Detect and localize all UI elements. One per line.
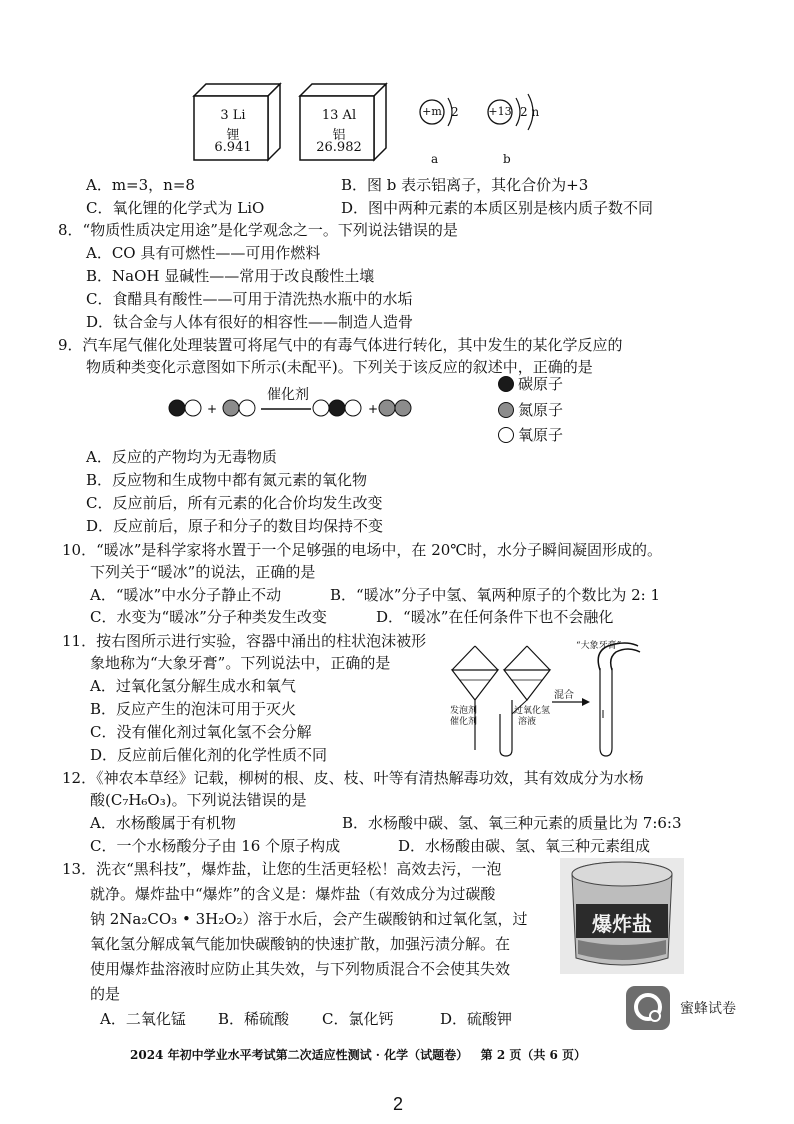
atom-b-shell: 2 n [520, 105, 540, 119]
legend-oxygen: 氧原子 [518, 426, 564, 444]
q7-option-c: C．氧化锂的化学式为 LiO [86, 199, 265, 217]
elephant-toothpaste-figure [448, 630, 648, 758]
atom-a-nucleus: +m [422, 105, 442, 118]
q13-option-a: A．二氧化锰 [100, 1010, 186, 1028]
li-number: 3 Li [220, 108, 246, 123]
q10-stem-line1: 10．“暖冰”是科学家将水置于一个足够强的电场中，在 20℃时，水分子瞬间凝固形成的。 [62, 541, 663, 559]
q11-stem-line2: 象地称为“大象牙膏”。下列说法中，正确的是 [90, 654, 391, 672]
atom-b-nucleus: +13 [488, 105, 512, 118]
q9-option-c: C．反应前后，所有元素的化合价均发生改变 [86, 494, 383, 512]
atom-a-label: a [431, 152, 439, 166]
q9-option-d: D．反应前后，原子和分子的数目均保持不变 [86, 517, 384, 535]
svg-text:+: + [207, 402, 218, 416]
fig-foam-label: “大象牙膏” [576, 641, 622, 651]
q10-option-b: B．“暖冰”分子中氢、氧两种原子的个数比为 2: 1 [330, 586, 661, 604]
al-number: 13 Al [321, 108, 357, 123]
q13-option-b: B．稀硫酸 [218, 1010, 290, 1028]
q7-option-a: A．m=3，n=8 [86, 176, 195, 194]
q8-option-a: A．CO 具有可燃性——可用作燃料 [86, 244, 321, 262]
q11-stem-line1: 11．按右图所示进行实验，容器中涌出的柱状泡沫被形 [62, 632, 427, 650]
watermark-text: 蜜蜂试卷 [680, 1001, 736, 1017]
q10-option-c: C．水变为“暖冰”分子种类发生改变 [90, 608, 327, 626]
legend-carbon: 碳原子 [518, 375, 564, 393]
li-mass: 6.941 [214, 140, 252, 155]
bee-logo-icon [626, 986, 670, 1030]
page-number: 2 [393, 1094, 404, 1114]
reaction-diagram [165, 386, 425, 426]
q13-option-c: C．氯化钙 [322, 1010, 394, 1028]
q12-option-d: D．水杨酸由碳、氢、氧三种元素组成 [398, 837, 651, 855]
explosive-salt-tub-image [560, 858, 684, 974]
q12-option-b: B．水杨酸中碳、氢、氧三种元素的质量比为 7:6:3 [342, 814, 682, 832]
atom-legend [496, 372, 586, 448]
q13-line6: 的是 [90, 985, 121, 1003]
q8-option-b: B．NaOH 显碱性——常用于改良酸性土壤 [86, 267, 375, 285]
q11-option-c: C．没有催化剂过氧化氢不会分解 [90, 723, 312, 741]
q10-stem-line2: 下列关于“暖冰”的说法，正确的是 [90, 563, 316, 581]
atom-b-label: b [503, 152, 511, 166]
q13-line1: 13．洗衣“黑科技”，爆炸盐，让您的生活更轻松！高效去污，一泡 [62, 860, 502, 878]
q12-option-c: C．一个水杨酸分子由 16 个原子构成 [90, 837, 341, 855]
q10-option-a: A．“暖冰”中水分子静止不动 [90, 586, 282, 604]
q7-option-d: D．图中两种元素的本质区别是核内质子数不同 [341, 199, 654, 217]
q12-stem-line2: 酸(C₇H₆O₃)。下列说法错误的是 [90, 791, 307, 809]
fig-solution: 溶液 [518, 717, 537, 727]
q9-option-a: A．反应的产物均为无毒物质 [86, 448, 277, 466]
q13-line5: 使用爆炸盐溶液时应防止其失效，与下列物质混合不会使其失效 [90, 960, 511, 978]
q9-option-b: B．反应物和生成物中都有氮元素的氧化物 [86, 471, 368, 489]
fig-catalyst: 催化剂 [450, 717, 478, 727]
q13-option-d: D．硫酸钾 [440, 1010, 513, 1028]
q8-option-c: C．食醋具有酸性——可用于清洗热水瓶中的水垢 [86, 290, 413, 308]
q11-option-d: D．反应前后催化剂的化学性质不同 [90, 746, 328, 764]
tub-label: 爆炸盐 [592, 912, 652, 936]
fig-foaming-agent: 发泡剂 [450, 706, 478, 716]
q13-line4: 氧化氢分解成氧气能加快碳酸钠的快速扩散，加强污渍分解。在 [90, 935, 511, 953]
legend-nitrogen: 氮原子 [518, 401, 564, 419]
q8-option-d: D．钛合金与人体有很好的相容性——制造人造骨 [86, 313, 414, 331]
svg-text:+: + [368, 402, 379, 416]
fig-mix: 混合 [554, 690, 574, 701]
q12-stem-line1: 12．《神农本草经》记载，柳树的根、皮、枝、叶等有清热解毒功效，其有效成分为水杨 [62, 769, 644, 787]
q9-stem-line2: 物质种类变化示意图如下所示(未配平)。下列关于该反应的叙述中，正确的是 [86, 358, 593, 376]
al-name: 铝 [332, 128, 346, 143]
q13-line2: 就净。爆炸盐中“爆炸”的含义是：爆炸盐（有效成分为过碳酸 [90, 885, 496, 903]
atom-structure-b [486, 92, 556, 142]
q7-option-b: B．图 b 表示铝离子，其化合价为+3 [341, 176, 589, 194]
li-name: 锂 [226, 128, 240, 143]
page-footer: 2024 年初中学业水平考试第二次适应性测试 · 化学（试题卷） 第 2 页（共 6 页） [130, 1048, 587, 1062]
q10-option-d: D．“暖冰”在任何条件下也不会融化 [376, 608, 614, 626]
catalyst-label: 催化剂 [267, 387, 309, 403]
al-element-cube [298, 82, 388, 162]
q11-option-b: B．反应产生的泡沫可用于灭火 [90, 700, 297, 718]
al-mass: 26.982 [316, 140, 362, 155]
q9-stem-line1: 9．汽车尾气催化处理装置可将尾气中的有毒气体进行转化，其中发生的某化学反应的 [58, 336, 623, 354]
q12-option-a: A．水杨酸属于有机物 [90, 814, 236, 832]
q13-line3: 钠 2Na₂CO₃ • 3H₂O₂）溶于水后，会产生碳酸钠和过氧化氢，过 [90, 910, 528, 928]
q11-option-a: A．过氧化氢分解生成水和氧气 [90, 677, 296, 695]
q8-stem: 8．“物质性质决定用途”是化学观念之一。下列说法错误的是 [58, 221, 458, 239]
atom-a-shell: 2 [451, 105, 459, 119]
atom-structure-a [418, 92, 478, 142]
li-element-cube [192, 82, 282, 162]
fig-h2o2: 过氧化氢 [514, 706, 551, 716]
